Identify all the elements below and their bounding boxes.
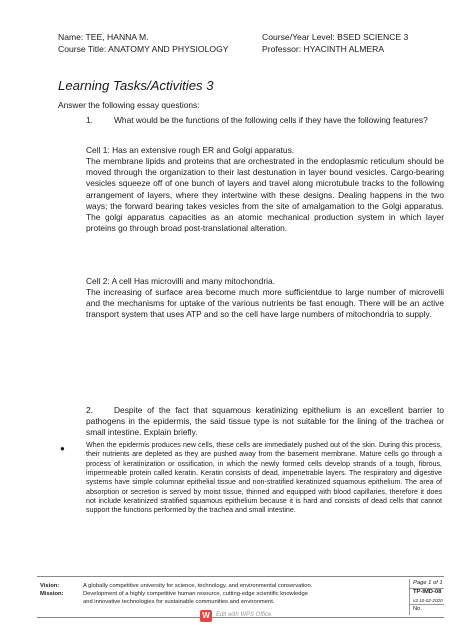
- vision-text: A globally competitive university for science, technology, and environmental conservation.: [83, 583, 313, 589]
- student-name: Name: TEE, HANNA M.: [58, 32, 149, 42]
- cell-2-answer: The increasing of surface area become much more sufficientdue to large number of microvelli and the mechanisms for uptake of the various nutrients be fast enough. There will be an active transport system that uses ATP and so the cell have large numbers of mitochondria to supply.: [86, 287, 444, 320]
- cell-2-label: Cell 2: A cell Has microvilli and many mitochondria.: [86, 276, 275, 286]
- course-year-level: Course/Year Level: BSED SCIENCE 3: [262, 32, 409, 42]
- wps-edit-text[interactable]: Edit with WPS Office: [216, 612, 272, 618]
- wps-logo-icon: W: [200, 610, 212, 622]
- question-2-text: Despite of the fact that squamous keratinizing epithelium is an excellent barrier to pathogens in the epidermis, the said tissue type is not suitable for the lining of the trachea or small intestine. Explain briefly.: [86, 405, 444, 438]
- instructions: Answer the following essay questions:: [58, 100, 200, 110]
- page-number: Page 1 of 1: [413, 580, 443, 586]
- bullet-icon: ●: [60, 444, 65, 453]
- page-title: Learning Tasks/Activities 3: [58, 78, 214, 93]
- question-1-number: 1.: [86, 115, 93, 125]
- cell-1-answer: The membrane lipids and proteins that are orchestrated in the endoplasmic reticulum should be moved through the organization to their last destunation in layer bound vesicles. Cargo-bearing vesicles squeeze off of one bunch of layers and travel along microtubule tracks to the following arrangement of layers, where they intertwine with these designs. Dealing happens in the two ways; the forward bearing takes vesicles from the site of amalgamation to the Golgi apparatus. The golgi apparatus capacities as an atomic mechanical production system in which layer proteins go through broad post-translational alteration.: [86, 156, 444, 234]
- revision: v3 10-02-2020: [413, 597, 443, 603]
- vision-label: Vision:: [40, 583, 60, 589]
- cell-1-label: Cell 1: Has an extensive rough ER and Golgi apparatus.: [86, 145, 295, 155]
- mission-text-2: and innovative technologies for sustainable communities and environment.: [83, 598, 275, 605]
- mission-label: Mission:: [40, 591, 64, 597]
- wps-banner[interactable]: [0, 606, 474, 626]
- mission-text-1: Development of a highly competitive human resource, cutting-edge scientific knowledge: [83, 591, 308, 597]
- professor: Professor: HYACINTH ALMERA: [262, 44, 385, 54]
- course-title: Course Title: ANATOMY AND PHYSIOLOGY: [58, 44, 229, 54]
- no-label: No.: [413, 606, 423, 612]
- question-1-text: What would be the functions of the following cells if they have the following features?: [114, 115, 428, 125]
- question-2-number: 2.: [86, 405, 93, 415]
- answer-2: When the epidermis produces new cells, these cells are immediately pushed out of the skin. During this process, their nutrients are depleted as they are pushed away from the basement membrane. Mature cells go through a process of keratinization or ossification, in which the newly formed cells develop strands of a tough, fibrous, impermeable protein called keratin. Keratin consists of dead, impenetrable layers. The respiratory and digestive systems have simple columnar epithelial tissue and non-stratified keratinized squamous epithelium. The area of absorption or secretion is served by moist tissue, thinned and equipped with blood capillaries, therefore it does not include keratinized stratified squamous epithelium because it is hard and consists of dead cells that cannot support the functions performed by the trachea and small intestine.: [86, 441, 442, 515]
- doc-code: TP-IMD-08: [413, 589, 442, 595]
